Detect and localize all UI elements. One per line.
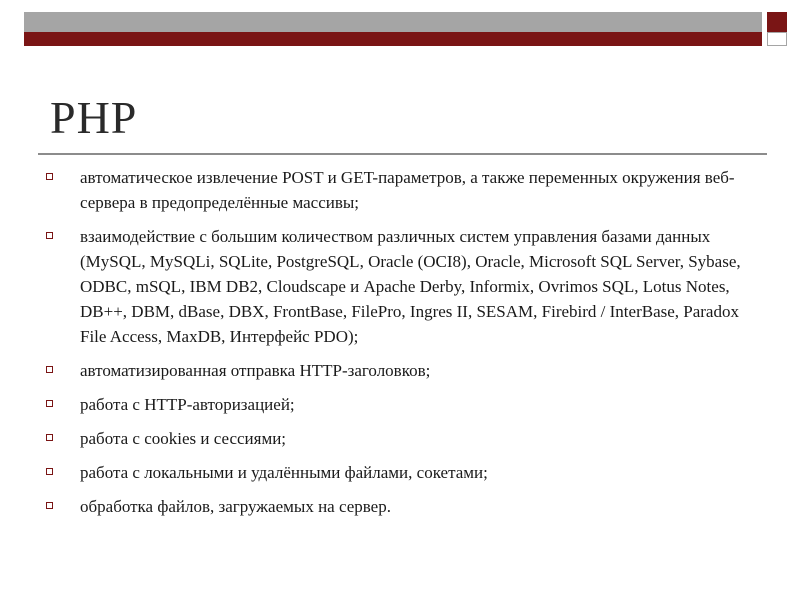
header-band-red (24, 32, 762, 46)
corner-square-outline (767, 32, 787, 46)
bullet-text: автоматическое извлечение POST и GET-параметров, а также переменных окружения веб-сервера в предопределённые массивы; (80, 168, 735, 212)
bullet-item (42, 426, 762, 451)
bullet-item (42, 358, 762, 383)
bullet-list (42, 165, 762, 528)
hollow-square-icon (46, 468, 53, 475)
title-divider (38, 153, 767, 155)
hollow-square-icon (46, 502, 53, 509)
hollow-square-icon (46, 232, 53, 239)
bullet-text: автоматизированная отправка HTTP-заголовков; (80, 361, 431, 380)
hollow-square-icon (46, 366, 53, 373)
hollow-square-icon (46, 434, 53, 441)
bullet-text: обработка файлов, загружаемых на сервер. (80, 497, 391, 516)
bullet-item (42, 494, 762, 519)
bullet-text: работа с локальными и удалёнными файлами, сокетами; (80, 463, 488, 482)
bullet-item (42, 224, 762, 349)
corner-square-red (767, 12, 787, 32)
hollow-square-icon (46, 400, 53, 407)
bullet-item (42, 460, 762, 485)
bullet-text: работа с cookies и сессиями; (80, 429, 287, 448)
bullet-text: взаимодействие с большим количеством различных систем управления базами данных (MySQL, MySQLi, SQLite, PostgreSQL, Oracle (OCI8), Oracle, Microsoft SQL Server, Sybase, ODBC, mSQL, IBM DB2, Cloudscape и Apache Derby, Informix, Ovrimos SQL, Lotus Notes, DB++, DBM, dBase, DBX, FrontBase, FilePro, Ingres II, SESAM, Firebird / InterBase, Paradox File Access, MaxDB, Интерфейс PDO); (80, 227, 741, 346)
header-band-gray (24, 12, 762, 32)
hollow-square-icon (46, 173, 53, 180)
bullet-item (42, 165, 762, 215)
bullet-text: работа с HTTP-авторизацией; (80, 395, 295, 414)
bullet-item (42, 392, 762, 417)
slide-title: PHP (50, 92, 138, 143)
